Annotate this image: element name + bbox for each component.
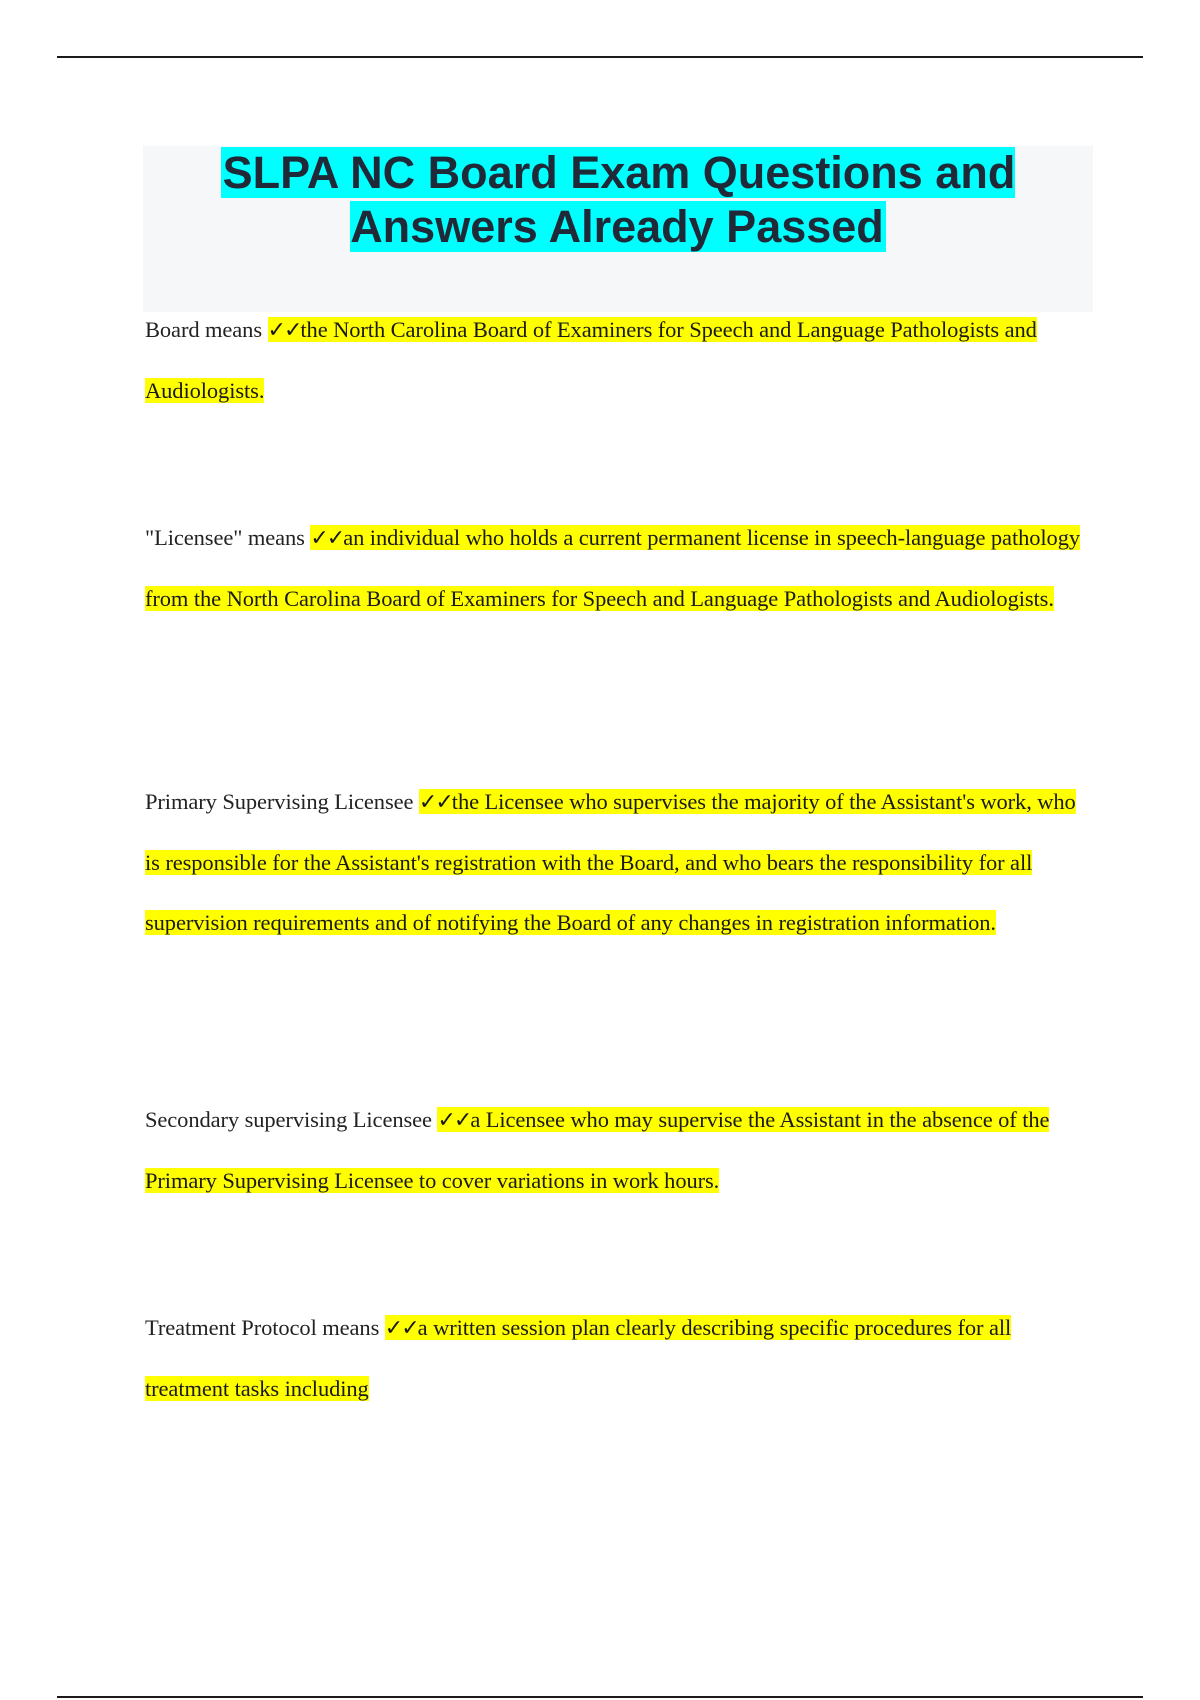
entry-term: Treatment Protocol means — [145, 1315, 380, 1340]
entry-answer-text: a written session plan clearly describing specific procedures for all treatment tasks including — [145, 1315, 1012, 1401]
top-rule — [57, 56, 1143, 58]
check-icon: ✓✓ — [418, 790, 452, 815]
qa-entry-secondary-supervising — [145, 1090, 1085, 1211]
entry-answer — [145, 317, 1037, 403]
entry-term: Secondary supervising Licensee — [145, 1107, 432, 1132]
entry-term: Primary Supervising Licensee — [145, 789, 414, 814]
check-icon: ✓✓ — [437, 1108, 471, 1133]
entry-answer-text: the Licensee who supervises the majority of the Assistant's work, who is responsible for the Assistant's registration with the Board, and who bears the responsibility for all supervision requirements and of notifying the Board of any changes in registration information. — [145, 789, 1076, 935]
check-icon: ✓✓ — [267, 318, 301, 343]
entry-answer-text: a Licensee who may supervise the Assistant in the absence of the Primary Supervising Licensee to cover variations in work hours. — [145, 1107, 1050, 1193]
bottom-rule — [57, 1696, 1143, 1698]
qa-entry-treatment-protocol — [145, 1298, 1085, 1419]
entry-term: "Licensee" means — [145, 525, 305, 550]
qa-entry-primary-supervising — [145, 772, 1085, 953]
check-icon: ✓✓ — [310, 526, 344, 551]
title-block — [143, 146, 1093, 312]
entry-answer-text: the North Carolina Board of Examiners for Speech and Language Pathologists and Audiologists. — [145, 317, 1037, 403]
check-icon: ✓✓ — [384, 1316, 418, 1341]
page-title — [143, 146, 1093, 254]
title-text: SLPA NC Board Exam Questions and Answers Already Passed — [222, 147, 1016, 252]
qa-entry-licensee — [145, 508, 1085, 629]
entry-answer-text: an individual who holds a current permanent license in speech-language pathology from the North Carolina Board of Examiners for Speech and Language Pathologists and Audiologists. — [145, 525, 1080, 611]
entry-term: Board means — [145, 317, 262, 342]
qa-entry-board — [145, 300, 1085, 421]
